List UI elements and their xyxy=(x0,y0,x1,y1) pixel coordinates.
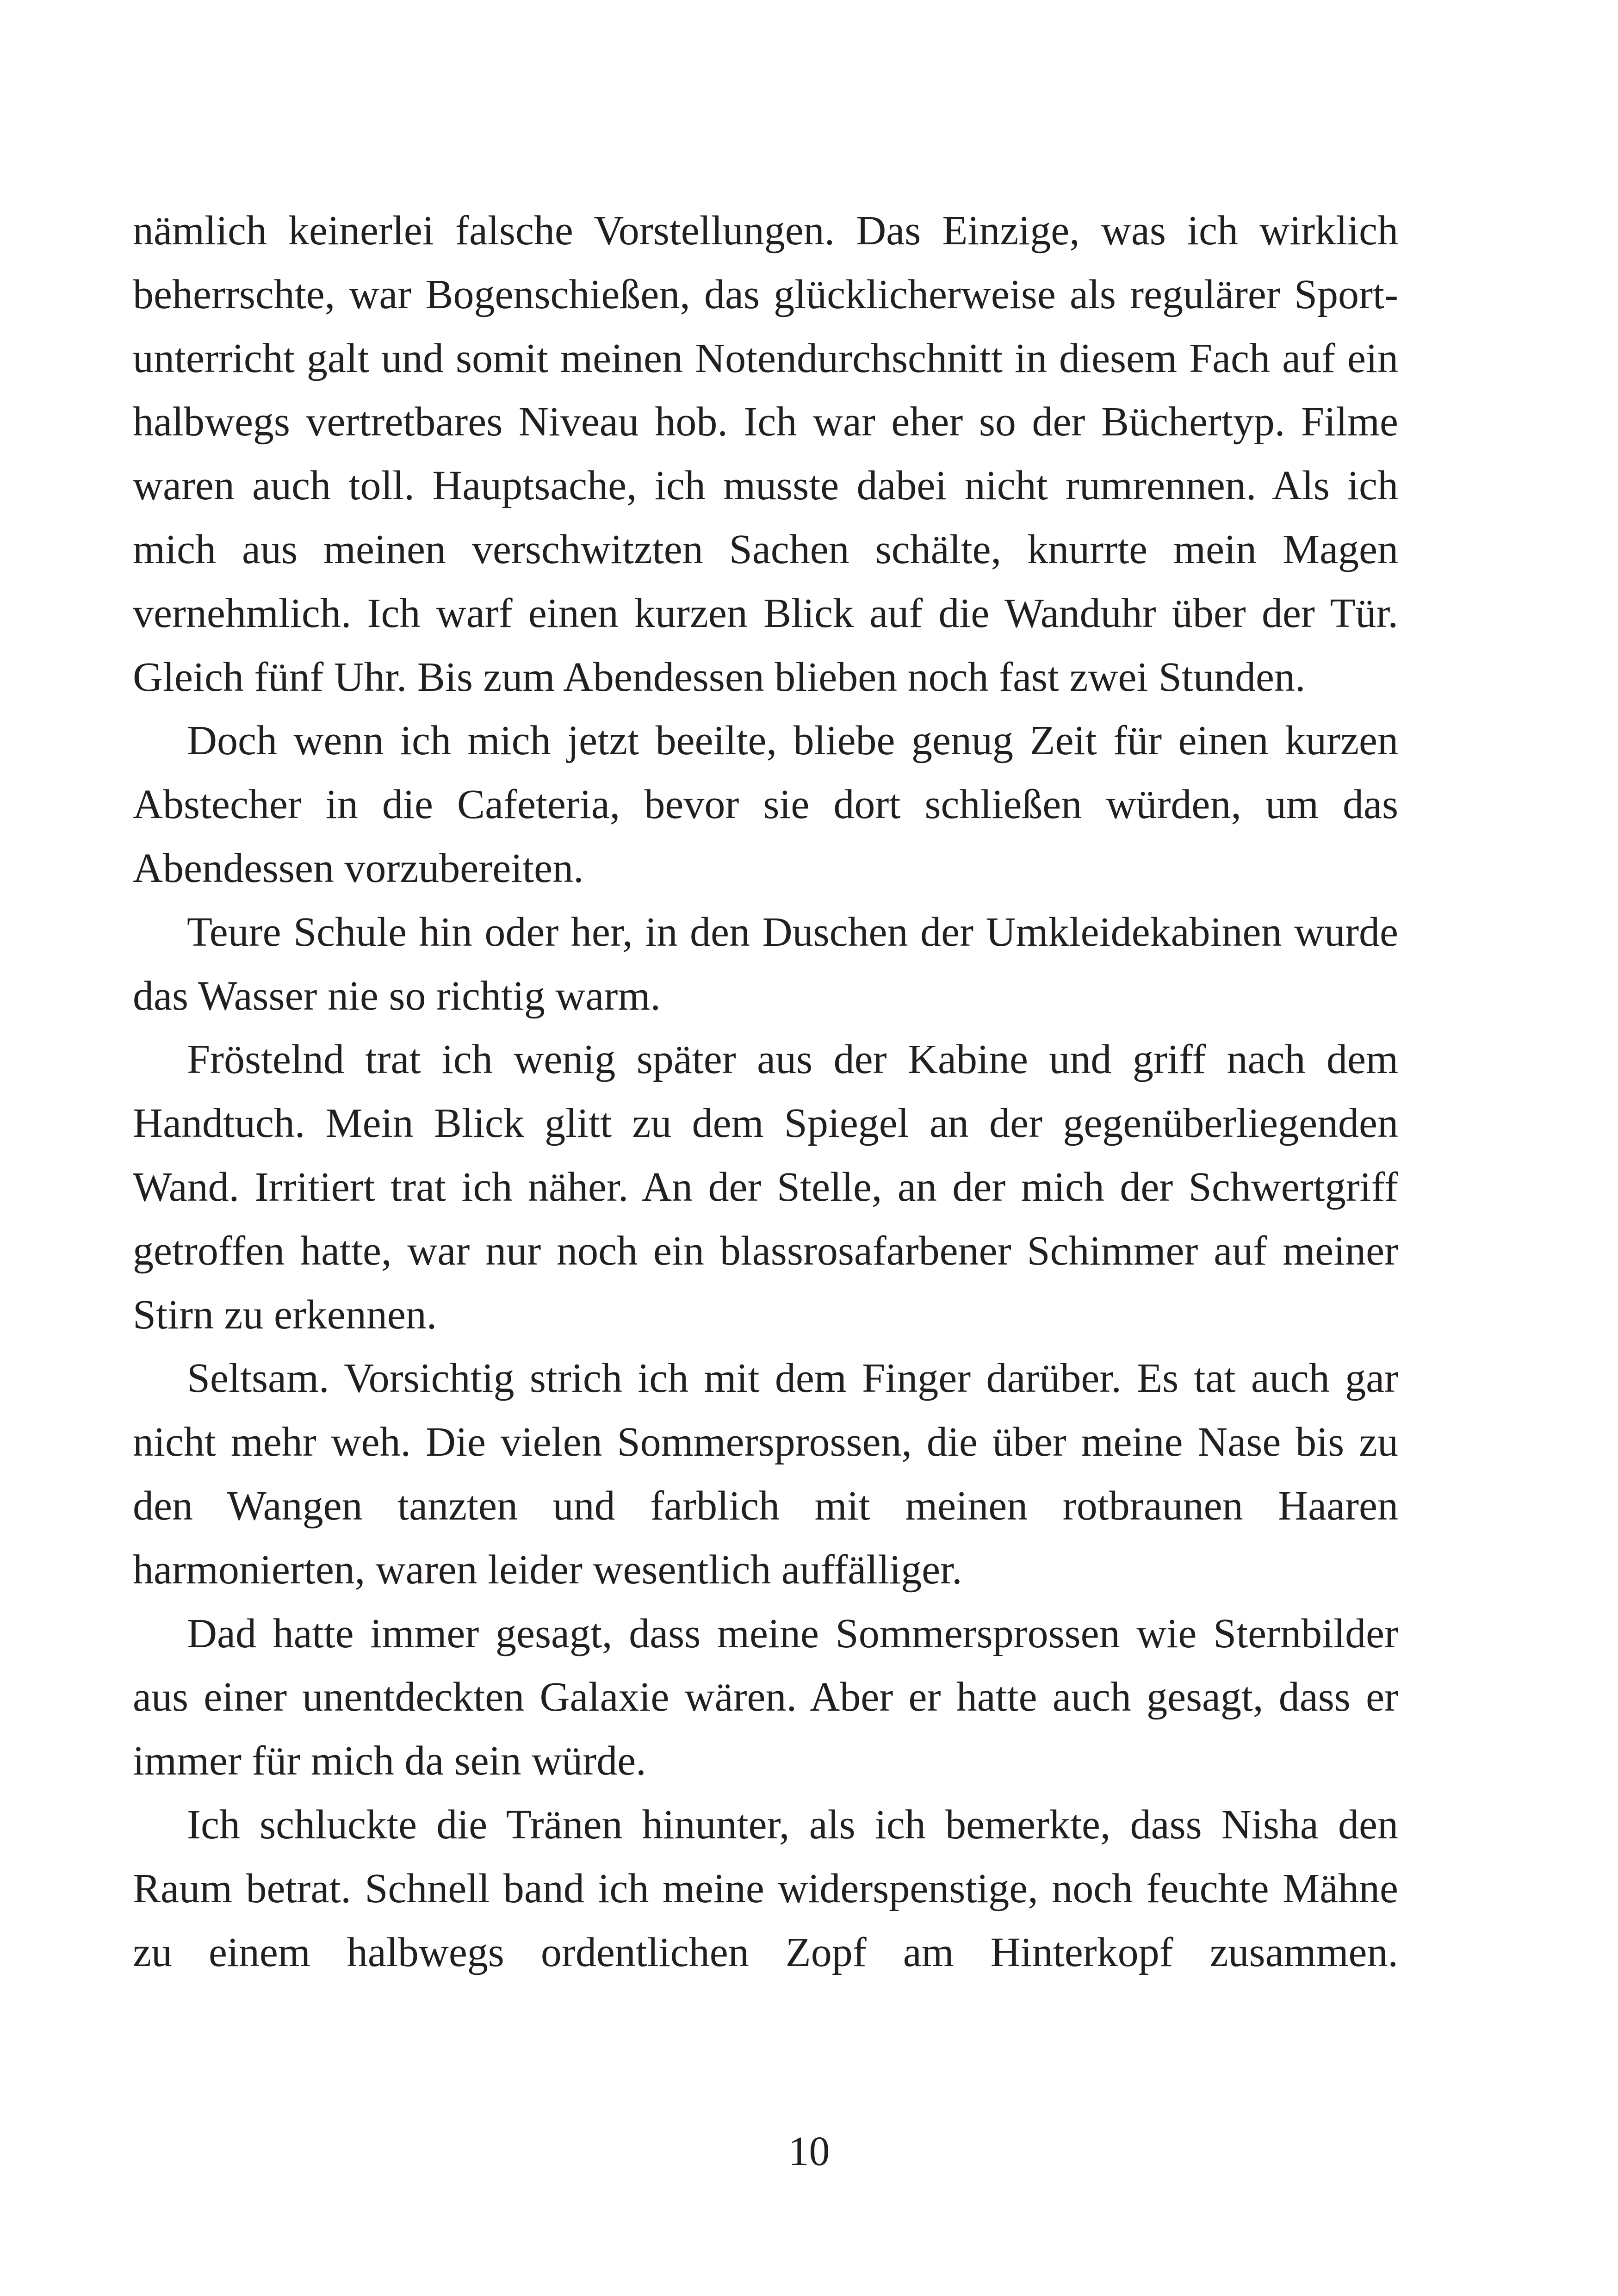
paragraph-6: Dad hatte immer gesagt, dass meine Sommersprossen wie Sternbilder aus einer unentdeckten Galaxie wären. Aber er hatte auch gesagt, dass er immer für mich da sein würde. xyxy=(133,1610,1398,1784)
paragraph-5: Seltsam. Vorsichtig strich ich mit dem Finger darüber. Es tat auch gar nicht mehr weh. Die vielen Sommersprossen, die über meine Nase bis zu den Wangen tanzten und farblich mit meinen rotbraunen Haaren harmonierten, waren leider wesentlich auffälliger. xyxy=(133,1355,1398,1593)
paragraph-4: Fröstelnd trat ich wenig später aus der Kabine und griff nach dem Handtuch. Mein Blick glitt zu dem Spiegel an der gegenüberliegenden Wand. Irritiert trat ich näher. An der Stelle, an der mich der Schwertgriff getroffen hatte, war nur noch ein blassrosafarbener Schimmer auf meiner Stirn zu erkennen. xyxy=(133,1036,1398,1338)
paragraph-3: Teure Schule hin oder her, in den Duschen der Umkleidekabinen wurde das Wasser nie so richtig warm. xyxy=(133,909,1398,1019)
page-number: 10 xyxy=(788,2128,830,2174)
paragraph-1: nämlich keinerlei falsche Vorstellungen. Das Einzige, was ich wirklich beherrschte, war Bogenschießen, das glücklicherweise als regulärer Sportunterricht galt und somit meinen Notendurchschnitt in diesem Fach auf ein halbwegs vertretbares Niveau hob. Ich war eher so der Büchertyp. Filme waren auch toll. Hauptsache, ich musste dabei nicht rumrennen. Als ich mich aus meinen verschwitzten Sachen schälte, knurrte mein Magen vernehmlich. Ich warf einen kurzen Blick auf die Wanduhr über der Tür. Gleich fünf Uhr. Bis zum Abendessen blieben noch fast zwei Stunden. xyxy=(133,208,1398,700)
paragraph-2: Doch wenn ich mich jetzt beeilte, bliebe genug Zeit für einen kurzen Abstecher in die Cafeteria, bevor sie dort schließen würden, um das Abendessen vorzubereiten. xyxy=(133,718,1398,891)
body-text xyxy=(133,199,1398,1984)
paragraph-7: Ich schluckte die Tränen hinunter, als ich bemerkte, dass Nisha den Raum betrat. Schnell band ich meine widerspenstige, noch feuchte Mähne zu einem halbwegs ordentlichen Zopf am Hinterkopf zusammen. xyxy=(133,1801,1398,1975)
